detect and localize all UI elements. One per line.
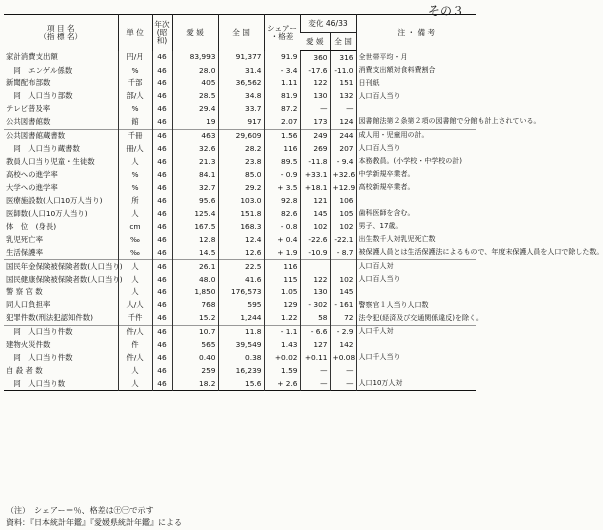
table-cell-year: 46	[152, 325, 172, 338]
header-year: 年次 (昭和)	[152, 15, 172, 51]
table-cell-change-ehime: —	[300, 377, 330, 390]
table-cell-ehime: 463	[172, 129, 218, 142]
table-cell-change-ehime: 122	[300, 77, 330, 90]
table-cell-change-national: —	[330, 365, 356, 378]
table-cell-unit: cm	[118, 220, 152, 233]
table-cell-national: 12.6	[218, 246, 264, 259]
table-row	[4, 77, 476, 90]
table-cell-change-national: —	[330, 377, 356, 390]
table-cell-item: 高校への進学率	[6, 170, 58, 180]
table-cell-note: 中学新規卒業者。	[356, 168, 476, 181]
table-cell-national: 28.2	[218, 143, 264, 156]
table-cell-share: 89.5	[264, 156, 300, 169]
table-cell-ehime: 21.3	[172, 156, 218, 169]
header-notes: 注 ・ 備 考	[356, 15, 476, 51]
table-cell-year: 46	[152, 260, 172, 273]
table-cell-share: - 3.4	[264, 64, 300, 77]
table-cell-national: 103.0	[218, 194, 264, 207]
table-cell-change-ehime: -11.8	[300, 156, 330, 169]
table-cell-item: 国民健康保険被保険者数(人口当り)	[6, 274, 123, 284]
table-row	[4, 90, 476, 103]
table-cell-unit: 部/人	[118, 90, 152, 103]
table-cell-change-ehime: 249	[300, 129, 330, 142]
table-cell-unit: 円/月	[118, 51, 152, 64]
table-row	[4, 207, 476, 220]
table-cell-national: 0.38	[218, 352, 264, 365]
header-change-ehime: 愛 媛	[300, 33, 330, 51]
table-cell-change-national: - 9.4	[330, 156, 356, 169]
table-cell-year: 46	[152, 246, 172, 259]
table-row	[4, 103, 476, 116]
table-cell-change-ehime: -17.6	[300, 64, 330, 77]
table-cell-change-national: 72	[330, 312, 356, 325]
table-cell-ehime: 405	[172, 77, 218, 90]
table-cell-note: 出生数千人対乳児死亡数	[356, 233, 476, 246]
table-cell-year: 46	[152, 365, 172, 378]
table-cell-change-national: 142	[330, 339, 356, 352]
table-cell-change-ehime: —	[300, 103, 330, 116]
table-cell-share: + 3.5	[264, 181, 300, 194]
table-row	[4, 233, 476, 246]
table-cell-share: 1.59	[264, 365, 300, 378]
table-cell-change-ehime: 122	[300, 273, 330, 286]
table-cell-change-national: 106	[330, 194, 356, 207]
table-cell-share: + 1.9	[264, 246, 300, 259]
table-cell-item: 同 人口当り蔵書数	[6, 144, 80, 154]
table-cell-national: 31.4	[218, 64, 264, 77]
table-cell-item: 警 察 官 数	[6, 287, 43, 297]
table-cell-national: 29,609	[218, 129, 264, 142]
table-cell-note: 人口千人当り	[356, 352, 476, 365]
table-cell-change-national	[330, 260, 356, 273]
table-row	[4, 116, 476, 129]
table-cell-share: 116	[264, 143, 300, 156]
table-cell-share: 82.6	[264, 207, 300, 220]
table-cell-ehime: 84.1	[172, 168, 218, 181]
table-cell-national: 33.7	[218, 103, 264, 116]
table-cell-ehime: 28.5	[172, 90, 218, 103]
table-row	[4, 181, 476, 194]
table-cell-change-national: -11.0	[330, 64, 356, 77]
table-cell-share: 1.56	[264, 129, 300, 142]
table-cell-item: 同 人口当り部数	[6, 91, 73, 101]
table-cell-unit: 人	[118, 377, 152, 390]
table-cell-note: 人口百人対	[356, 260, 476, 273]
table-cell-unit: 人	[118, 273, 152, 286]
table-cell-ehime: 26.1	[172, 260, 218, 273]
table-cell-share: - 1.1	[264, 325, 300, 338]
table-cell-national: 15.6	[218, 377, 264, 390]
table-row	[4, 299, 476, 312]
table-cell-ehime: 83,993	[172, 51, 218, 64]
header-share: シェアー ・格差	[264, 15, 300, 51]
table-cell-year: 46	[152, 352, 172, 365]
table-cell-change-national: 145	[330, 286, 356, 299]
table-row	[4, 156, 476, 169]
table-cell-change-national: —	[330, 103, 356, 116]
footnote-source: 資料：『日本統計年鑑』『愛媛県統計年鑑』による	[6, 518, 182, 527]
table-cell-item: 体 位 (身長)	[6, 221, 57, 231]
table-cell-unit: %	[118, 64, 152, 77]
table-cell-change-national: - 161	[330, 299, 356, 312]
table-cell-unit: 館	[118, 116, 152, 129]
table-cell-share: 2.07	[264, 116, 300, 129]
table-cell-item: 同人口負担率	[6, 300, 51, 310]
table-cell-change-national: 316	[330, 51, 356, 64]
table-cell-change-ehime: -10.9	[300, 246, 330, 259]
table-cell-unit: ‰	[118, 233, 152, 246]
table-cell-national: 23.8	[218, 156, 264, 169]
table-cell-share: 1.11	[264, 77, 300, 90]
table-cell-change-ehime	[300, 260, 330, 273]
table-cell-note	[356, 103, 476, 116]
table-cell-note: 人口百人当り	[356, 143, 476, 156]
table-cell-change-national: 102	[330, 220, 356, 233]
table-cell-note: 人口千人対	[356, 325, 476, 338]
table-cell-ehime: 12.8	[172, 233, 218, 246]
table-body	[4, 51, 603, 391]
table-cell-item: 公共図書館蔵書数	[4, 129, 118, 142]
table-cell-change-national: +0.08	[330, 352, 356, 365]
table-cell-year: 46	[152, 103, 172, 116]
table-cell-share: 1.22	[264, 312, 300, 325]
table-cell-item: 犯罪件数(刑法犯認知件数)	[6, 313, 94, 323]
table-cell-national: 176,573	[218, 286, 264, 299]
table-cell-item: 乳児死亡率	[6, 234, 43, 244]
table-cell-change-ehime: 269	[300, 143, 330, 156]
table-cell-ehime: 10.7	[172, 325, 218, 338]
table-cell-year: 46	[152, 77, 172, 90]
table-cell-share: 116	[264, 260, 300, 273]
table-cell-unit: 人	[118, 260, 152, 273]
table-cell-year: 46	[152, 143, 172, 156]
table-cell-national: 595	[218, 299, 264, 312]
table-cell-unit: 件	[118, 339, 152, 352]
table-cell-item: 自 殺 者 数	[6, 366, 43, 376]
table-cell-change-national: 124	[330, 116, 356, 129]
table-row	[4, 312, 476, 325]
table-cell-change-national: +32.6	[330, 168, 356, 181]
table-cell-unit: 千冊	[118, 129, 152, 142]
table-row	[4, 246, 476, 259]
table-cell-year: 46	[152, 129, 172, 142]
table-cell-item: 公共図書館数	[6, 117, 51, 127]
table-cell-unit: 人	[118, 365, 152, 378]
table-cell-year: 46	[152, 194, 172, 207]
table-cell-national: 41.6	[218, 273, 264, 286]
table-cell-ehime: 28.0	[172, 64, 218, 77]
table-cell-share: 1.05	[264, 286, 300, 299]
table-cell-note	[356, 286, 476, 299]
table-row	[4, 339, 476, 352]
table-cell-change-national: 207	[330, 143, 356, 156]
table-cell-national: 1,244	[218, 312, 264, 325]
table-cell-change-ehime: +33.1	[300, 168, 330, 181]
table-cell-year: 46	[152, 286, 172, 299]
table-cell-note: 男子、17歳。	[356, 220, 476, 233]
table-cell-change-ehime: -22.6	[300, 233, 330, 246]
table-cell-share: - 0.8	[264, 220, 300, 233]
table-cell-year: 46	[152, 377, 172, 390]
table-row	[4, 325, 476, 338]
table-cell-note: 人口10万人対	[356, 377, 476, 390]
table-cell-note: 図書館法第２条第２項の図書館で分館も計上されている。	[356, 116, 476, 129]
table-cell-year: 46	[152, 156, 172, 169]
table-cell-item: 新聞配布部数	[6, 78, 51, 88]
table-cell-ehime: 14.5	[172, 246, 218, 259]
table-cell-ehime: 32.6	[172, 143, 218, 156]
table-cell-national: 29.2	[218, 181, 264, 194]
table-cell-note: 人口百人当り	[356, 90, 476, 103]
table-cell-year: 46	[152, 64, 172, 77]
table-cell-change-ehime: 130	[300, 90, 330, 103]
table-row	[4, 51, 476, 64]
table-cell-change-ehime: +0.11	[300, 352, 330, 365]
table-cell-ehime: 19	[172, 116, 218, 129]
table-cell-unit: 人	[118, 156, 152, 169]
table-cell-item: 家計消費支出額	[6, 52, 58, 62]
table-row	[4, 352, 476, 365]
table-cell-share: +0.02	[264, 352, 300, 365]
table-cell-change-national: 132	[330, 90, 356, 103]
table-cell-change-national: 102	[330, 273, 356, 286]
table-cell-national: 36,562	[218, 77, 264, 90]
table-row	[4, 64, 476, 77]
header-change-national: 全 国	[330, 33, 356, 51]
table-cell-item: テレビ普及率	[6, 104, 51, 114]
table-cell-change-ehime: 145	[300, 207, 330, 220]
table-cell-change-ehime: 121	[300, 194, 330, 207]
table-cell-unit: 所	[118, 194, 152, 207]
table-cell-unit: 件/人	[118, 352, 152, 365]
table-cell-item: 同 人口当り数	[6, 379, 66, 389]
table-cell-change-ehime: +18.1	[300, 181, 330, 194]
table-cell-note: 歯科医師を含む。	[356, 207, 476, 220]
table-cell-ehime: 259	[172, 365, 218, 378]
table-cell-year: 46	[152, 339, 172, 352]
table-cell-unit: 千部	[118, 77, 152, 90]
table-cell-change-ehime: 102	[300, 220, 330, 233]
table-cell-change-national: -22.1	[330, 233, 356, 246]
table-cell-note: 人口百人当り	[356, 273, 476, 286]
table-cell-note: 本務教員。(小学校・中学校の計)	[356, 156, 476, 169]
header-item: 項 目 名 （指 標 名）	[39, 23, 83, 41]
table-row	[4, 286, 476, 299]
table-cell-year: 46	[152, 312, 172, 325]
statistics-table	[4, 14, 603, 391]
table-cell-national: 168.3	[218, 220, 264, 233]
table-cell-change-ehime: 360	[300, 51, 330, 64]
table-cell-change-ehime: - 302	[300, 299, 330, 312]
table-cell-ehime: 565	[172, 339, 218, 352]
table-cell-share: 91.9	[264, 51, 300, 64]
table-cell-national: 12.4	[218, 233, 264, 246]
table-cell-national: 91,377	[218, 51, 264, 64]
table-row	[4, 129, 476, 142]
table-cell-item: 大学への進学率	[6, 182, 58, 192]
table-row	[4, 377, 476, 390]
table-cell-item: 建物火災件数	[6, 340, 51, 350]
table-row	[4, 365, 476, 378]
table-cell-change-national: 151	[330, 77, 356, 90]
table-cell-year: 46	[152, 220, 172, 233]
table-cell-national: 22.5	[218, 260, 264, 273]
table-cell-unit: 人	[118, 207, 152, 220]
table-cell-ehime: 768	[172, 299, 218, 312]
table-cell-year: 46	[152, 207, 172, 220]
table-cell-national: 917	[218, 116, 264, 129]
table-cell-note: 全世帯平均・月	[356, 51, 476, 64]
table-cell-item: 国民年金保険被保険者数(人口当り)	[4, 260, 118, 273]
table-cell-year: 46	[152, 273, 172, 286]
table-cell-national: 39,549	[218, 339, 264, 352]
page-label: その３	[427, 4, 464, 18]
table-row	[4, 220, 476, 233]
table-cell-item: 医師数(人口10万人当り)	[6, 208, 88, 218]
table-cell-national: 34.8	[218, 90, 264, 103]
table-cell-year: 46	[152, 116, 172, 129]
table-cell-ehime: 95.6	[172, 194, 218, 207]
table-cell-change-ehime: —	[300, 365, 330, 378]
table-cell-note: 被保護人員とは生活保護法によるもので、年度末保護人員を人口で除した数。	[356, 246, 476, 259]
table-cell-share: - 0.9	[264, 168, 300, 181]
header-unit: 単 位	[118, 15, 152, 51]
header-national: 全 国	[218, 15, 264, 51]
table-cell-unit: 件/人	[118, 325, 152, 338]
table-cell-national: 16,239	[218, 365, 264, 378]
table-cell-item: 同 人口当り件数	[6, 353, 73, 363]
table-cell-ehime: 125.4	[172, 207, 218, 220]
table-row	[4, 260, 476, 273]
table-cell-ehime: 1,850	[172, 286, 218, 299]
table-cell-unit: 人/人	[118, 299, 152, 312]
table-cell-unit: %	[118, 181, 152, 194]
table-cell-national: 85.0	[218, 168, 264, 181]
table-cell-item: 同 エンゲル係数	[6, 65, 73, 75]
table-cell-share: + 0.4	[264, 233, 300, 246]
table-cell-share: 115	[264, 273, 300, 286]
table-cell-year: 46	[152, 299, 172, 312]
table-cell-national: 11.8	[218, 325, 264, 338]
table-cell-note: 警察官１人当り人口数	[356, 299, 476, 312]
table-cell-change-ehime: 173	[300, 116, 330, 129]
table-cell-share: 81.9	[264, 90, 300, 103]
table-cell-ehime: 18.2	[172, 377, 218, 390]
table-cell-share: 92.8	[264, 194, 300, 207]
table-cell-change-ehime: 58	[300, 312, 330, 325]
table-cell-year: 46	[152, 90, 172, 103]
table-cell-unit: ‰	[118, 246, 152, 259]
header-ehime: 愛 媛	[172, 15, 218, 51]
table-cell-year: 46	[152, 168, 172, 181]
table-cell-ehime: 48.0	[172, 273, 218, 286]
table-cell-share: 129	[264, 299, 300, 312]
table-cell-unit: 人	[118, 286, 152, 299]
table-cell-change-national: +12.9	[330, 181, 356, 194]
table-row	[4, 194, 476, 207]
table-cell-ehime: 0.40	[172, 352, 218, 365]
table-cell-unit: %	[118, 103, 152, 116]
table-cell-item: 医療施設数(人口10万人当り)	[6, 195, 103, 205]
table-cell-ehime: 29.4	[172, 103, 218, 116]
footnote-share: （注） シェアー＝％、格差は㊉㊀で示す	[6, 506, 154, 515]
table-cell-year: 46	[152, 181, 172, 194]
table-cell-note: 日刊紙	[356, 77, 476, 90]
header-change: 変化 46/33	[300, 15, 356, 33]
table-cell-item: 教員人口当り児童・生徒数	[6, 157, 95, 167]
table-cell-unit: %	[118, 168, 152, 181]
table-cell-change-national: 105	[330, 207, 356, 220]
table-cell-note	[356, 365, 476, 378]
table-cell-change-ehime: 127	[300, 339, 330, 352]
table-cell-item: 同 人口当り件数	[4, 325, 118, 338]
table-cell-year: 46	[152, 233, 172, 246]
table-cell-change-national: - 2.9	[330, 325, 356, 338]
table-cell-change-national: - 8.7	[330, 246, 356, 259]
table-cell-change-national: 244	[330, 129, 356, 142]
table-cell-year: 46	[152, 51, 172, 64]
table-cell-item: 生活保護率	[6, 247, 43, 257]
table-cell-change-ehime: 130	[300, 286, 330, 299]
table-cell-note: 高校新規卒業者。	[356, 181, 476, 194]
table-cell-unit: 冊/人	[118, 143, 152, 156]
table-row	[4, 273, 476, 286]
table-cell-change-ehime: - 6.6	[300, 325, 330, 338]
table-cell-share: + 2.6	[264, 377, 300, 390]
table-cell-note: 法令犯(経済及び交通関係違反)を除く。	[356, 312, 476, 325]
table-row	[4, 143, 476, 156]
table-cell-share: 87.2	[264, 103, 300, 116]
table-cell-note	[356, 339, 476, 352]
table-cell-ehime: 15.2	[172, 312, 218, 325]
table-cell-note: 消費支出額対食料費割合	[356, 64, 476, 77]
table-cell-ehime: 32.7	[172, 181, 218, 194]
table-cell-national: 151.8	[218, 207, 264, 220]
table-cell-note: 成人用・児童用の計。	[356, 129, 476, 142]
table-cell-note	[356, 194, 476, 207]
table-row	[4, 168, 476, 181]
table-cell-ehime: 167.5	[172, 220, 218, 233]
table-cell-unit: 千件	[118, 312, 152, 325]
table-cell-share: 1.43	[264, 339, 300, 352]
